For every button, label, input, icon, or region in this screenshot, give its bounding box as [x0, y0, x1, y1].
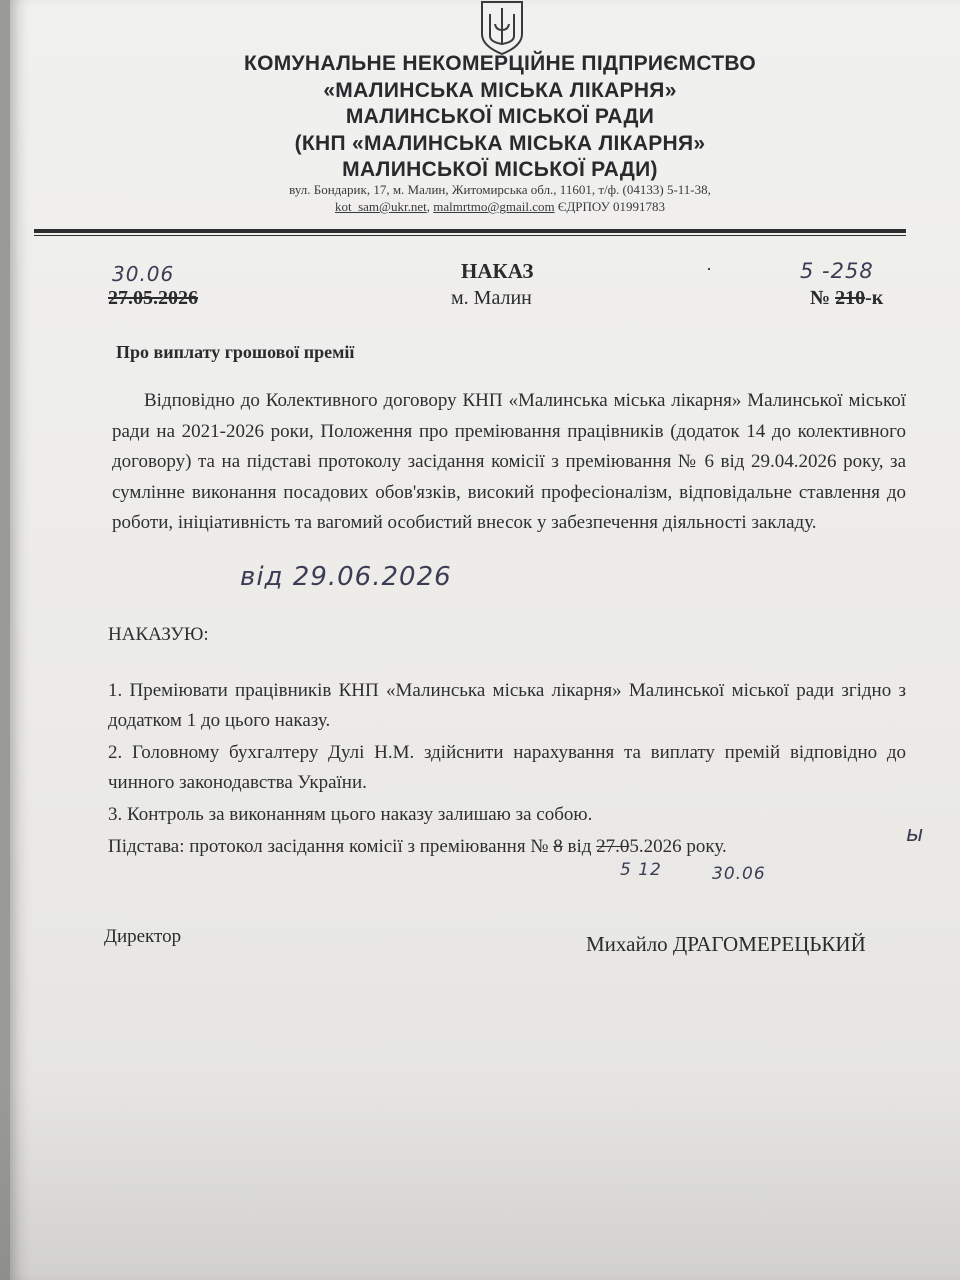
order-date-struck: 27.05.2026 [108, 287, 198, 309]
trident-emblem-icon [476, 0, 528, 56]
header-rule-thin [34, 235, 906, 236]
number-suffix: -к [865, 287, 884, 309]
number-struck: 210 [835, 287, 866, 309]
handwritten-basis-date: 30.06 [712, 864, 766, 884]
page-shadow [0, 1080, 960, 1280]
order-item-2: 2. Головному бухгалтеру Дулі Н.М. здійснити нарахування та виплату премій відповідно до чинного законодавства України. [108, 742, 906, 793]
basis-text: Підстава: протокол засідання комісії з преміювання [108, 836, 526, 857]
order-item-1: 1. Преміювати працівників КНП «Малинська міська лікарня» Малинської міської ради згідно з додатком 1 до цього наказу. [108, 680, 906, 731]
handwritten-number: 5 -258 [800, 259, 874, 283]
handwritten-date: 30.06 [112, 262, 175, 286]
email-malmrtmo: malmrtmo@gmail.com [433, 199, 555, 214]
header-rule-thick [34, 229, 906, 233]
signature-name: Михайло ДРАГОМЕРЕЦЬКИЙ [586, 932, 866, 956]
order-title: НАКАЗ [461, 259, 534, 283]
edrpou-code: ЄДРПОУ 01991783 [557, 199, 666, 214]
order-subject: Про виплату грошової премії [116, 342, 355, 362]
basis-date-struck: 27.0 [596, 836, 630, 857]
basis-line [108, 836, 727, 858]
contacts-line: kot_sam@ukr.net, malmrtmo@gmail.com ЄДРПОУ 01991783 [334, 199, 666, 214]
header-line-1: КОМУНАЛЬНЕ НЕКОМЕРЦІЙНЕ ПІДПРИЄМСТВО [243, 52, 756, 75]
number-sign: № [810, 287, 831, 309]
basis-date-rest: 5.2026 року. [629, 836, 727, 857]
order-city: м. Малин [451, 287, 532, 309]
header-line-4: (КНП «МАЛИНСЬКА МІСЬКА ЛІКАРНЯ» [294, 132, 706, 155]
preamble-paragraph: Відповідно до Колективного договору КНП «Малинська міська лікарня» Малинської міської ради на 2021-2026 роки, Положення про преміювання працівників (додаток 14 до колективного договору) та на підставі протоколу засідання комісії з преміювання № 6 від 29.04.2026 року, за сумлінне виконання посадових обов'язків, високий професіоналізм, відповідальне ставлення до роботи, ініціативність та вагомий особистий внесок у забезпечення діяльності закладу. [112, 390, 906, 533]
basis-number-struck: 8 [553, 836, 563, 857]
basis-number-sign: № [530, 836, 549, 857]
header-line-2: «МАЛИНСЬКА МІСЬКА ЛІКАРНЯ» [323, 79, 677, 102]
handwritten-preamble-date: від 29.06.2026 [240, 562, 452, 592]
signature-position: Директор [104, 926, 182, 947]
handwritten-basis-number: 5 12 [620, 860, 662, 880]
dot-mark: · [706, 259, 712, 279]
order-command: НАКАЗУЮ: [108, 624, 209, 645]
address-line: вул. Бондарик, 17, м. Малин, Житомирська обл., 11601, т/ф. (04133) 5-11-38, [289, 182, 711, 197]
header-line-3: МАЛИНСЬКОЇ МІСЬКОЇ РАДИ [345, 105, 655, 128]
order-number [810, 287, 883, 310]
order-item-3: 3. Контроль за виконанням цього наказу залишаю за собою. [108, 804, 593, 825]
basis-from: від [567, 836, 592, 857]
order-items [108, 676, 906, 832]
header-line-5: МАЛИНСЬКОЇ МІСЬКОЇ РАДИ) [342, 158, 658, 181]
email-kot-sam: kot_sam@ukr.net [334, 199, 427, 214]
margin-mark: ы [906, 822, 925, 847]
